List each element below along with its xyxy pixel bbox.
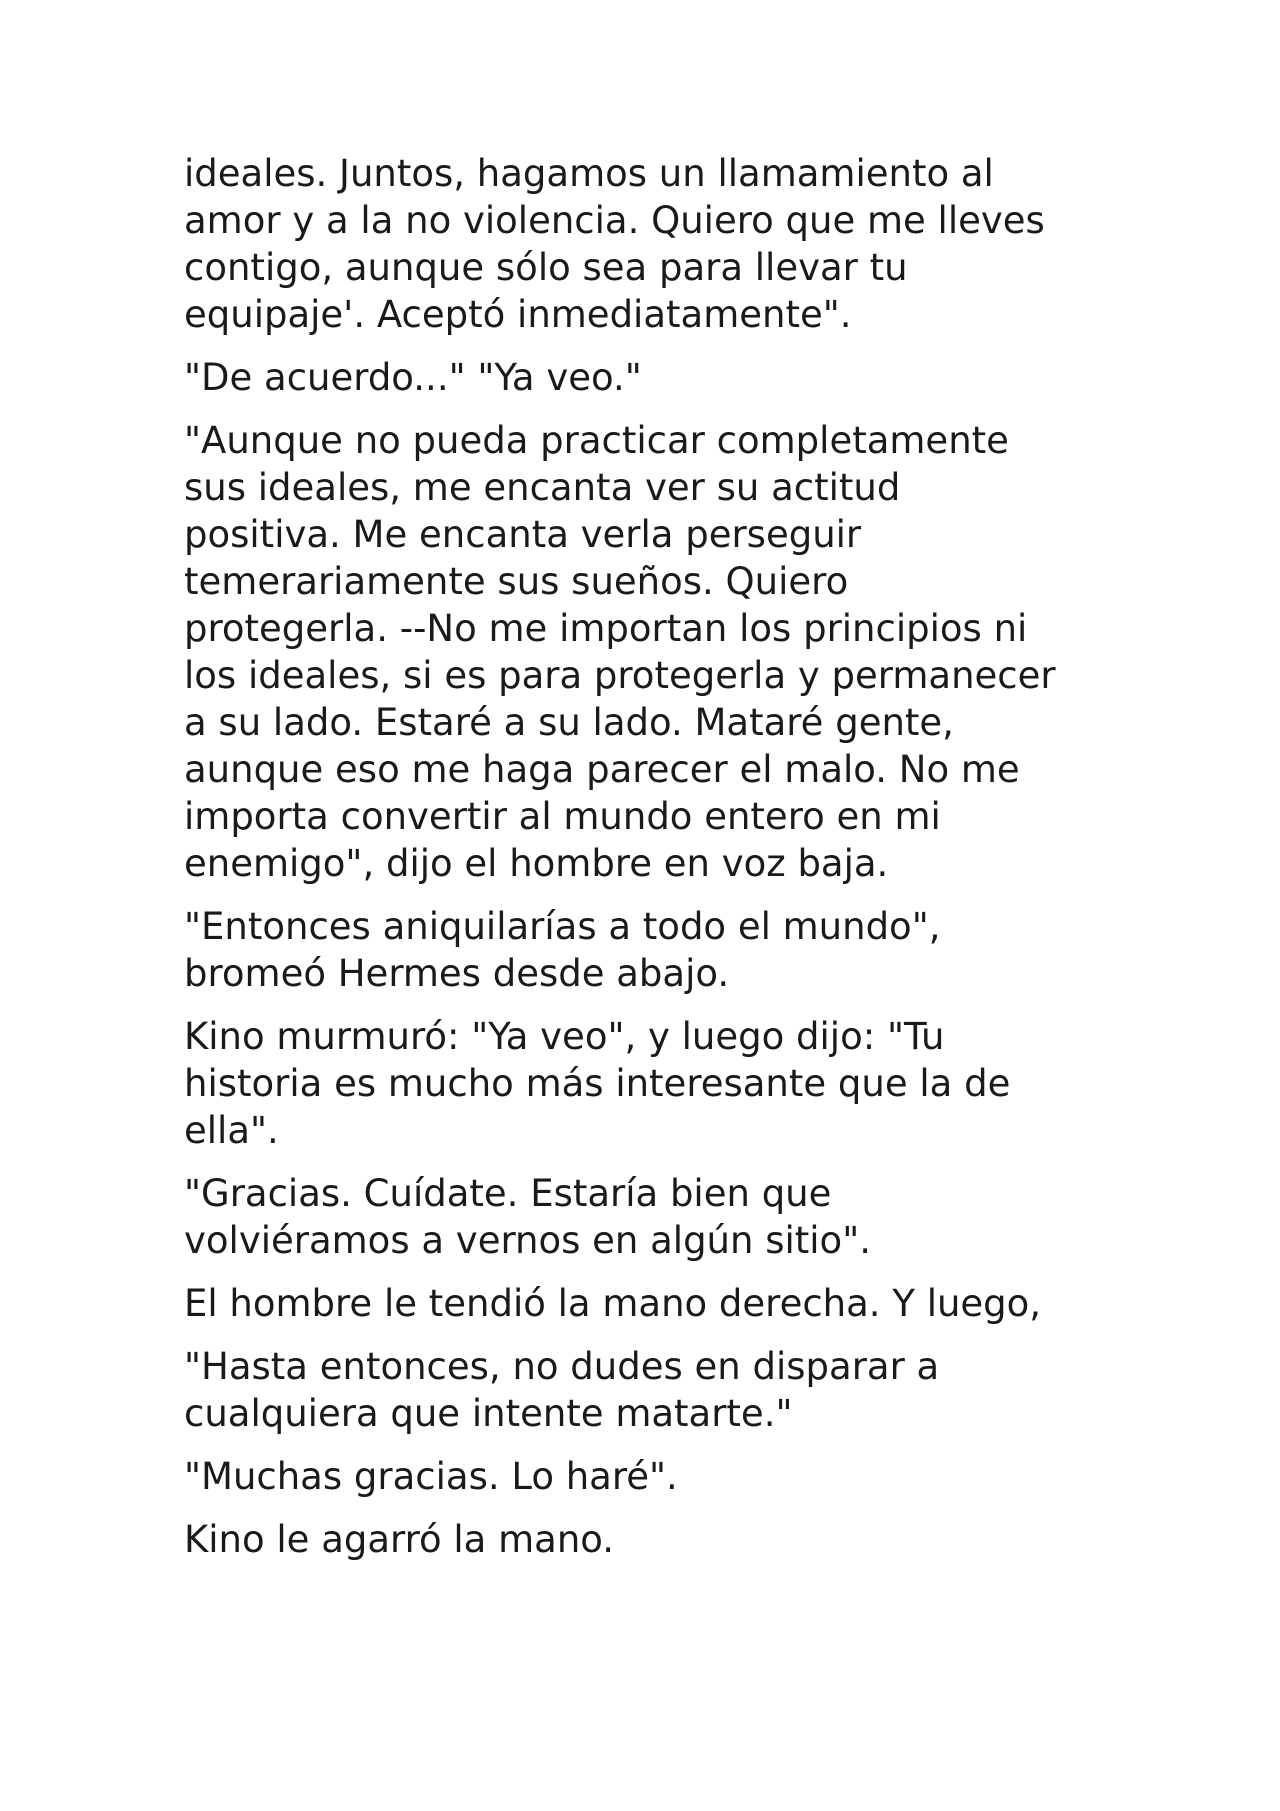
text-line: aunque eso me haga parecer el malo. No me: [184, 748, 1020, 791]
text-line: amor y a la no violencia. Quiero que me lleves: [184, 199, 1045, 242]
text-line: "Muchas gracias. Lo haré".: [184, 1455, 678, 1498]
text-line: El hombre le tendió la mano derecha. Y luego,: [184, 1282, 1042, 1325]
text-line: a su lado. Estaré a su lado. Mataré gente,: [184, 701, 954, 744]
text-line: temerariamente sus sueños. Quiero: [184, 560, 849, 603]
text-line: ella".: [184, 1109, 279, 1152]
paragraph: [184, 1453, 1184, 1500]
paragraph: [184, 1013, 1184, 1154]
text-line: "Aunque no pueda practicar completamente: [184, 419, 1009, 462]
text-line: "De acuerdo..." "Ya veo.": [184, 356, 642, 399]
text-line: Kino le agarró la mano.: [184, 1518, 615, 1561]
text-line: sus ideales, me encanta ver su actitud: [184, 466, 901, 509]
paragraph: [184, 417, 1184, 887]
text-line: "Entonces aniquilarías a todo el mundo",: [184, 905, 941, 948]
text-line: ideales. Juntos, hagamos un llamamiento al: [184, 152, 994, 195]
text-line: equipaje'. Aceptó inmediatamente".: [184, 293, 852, 336]
paragraph: [184, 1516, 1184, 1563]
text-line: "Hasta entonces, no dudes en disparar a: [184, 1345, 940, 1388]
text-line: importa convertir al mundo entero en mi: [184, 795, 941, 838]
text-line: historia es mucho más interesante que la de: [184, 1062, 1011, 1105]
text-line: contigo, aunque sólo sea para llevar tu: [184, 246, 908, 289]
text-line: enemigo", dijo el hombre en voz baja.: [184, 842, 889, 885]
paragraph: [184, 1280, 1184, 1327]
text-line: "Gracias. Cuídate. Estaría bien que: [184, 1172, 832, 1215]
text-line: bromeó Hermes desde abajo.: [184, 952, 730, 995]
paragraph: [184, 354, 1184, 401]
text-line: Kino murmuró: "Ya veo", y luego dijo: "Tu: [184, 1015, 945, 1058]
document-page: [184, 150, 1184, 1579]
text-line: los ideales, si es para protegerla y permanecer: [184, 654, 1056, 697]
paragraph: [184, 903, 1184, 997]
text-line: volviéramos a vernos en algún sitio".: [184, 1219, 871, 1262]
text-line: protegerla. --No me importan los principios ni: [184, 607, 1028, 650]
text-line: positiva. Me encanta verla perseguir: [184, 513, 862, 556]
text-line: cualquiera que intente matarte.": [184, 1392, 793, 1435]
paragraph: [184, 1343, 1184, 1437]
paragraph: [184, 1170, 1184, 1264]
paragraph: [184, 150, 1184, 338]
